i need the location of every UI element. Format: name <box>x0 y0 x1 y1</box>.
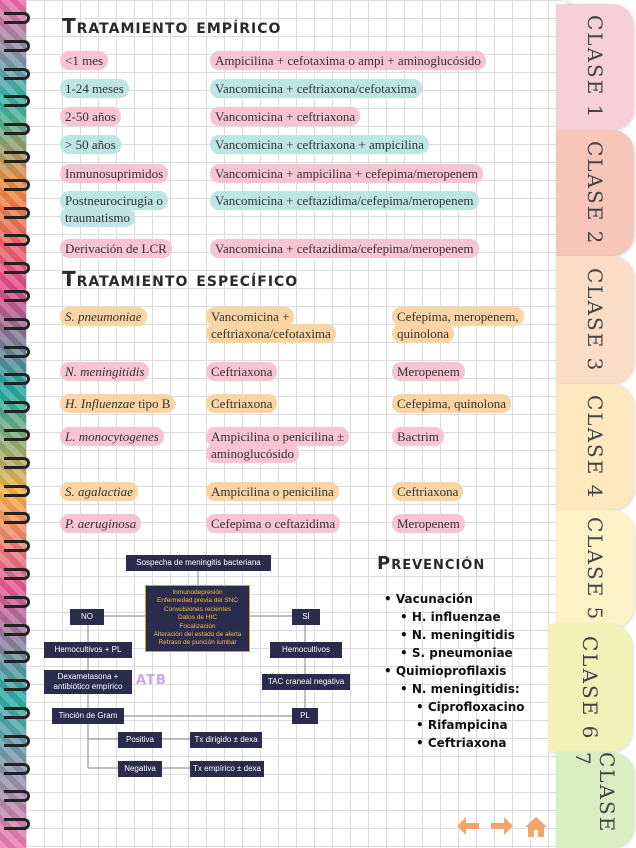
spiral-ring <box>4 12 30 24</box>
age-group: 2-50 años <box>60 107 121 126</box>
home-icon[interactable] <box>524 816 548 838</box>
alternative: Cefepima, meropenem, <box>392 307 524 326</box>
spiral-ring <box>4 596 30 608</box>
treatment: Vancomicina + ceftazidima/cefepima/meropenem <box>210 239 479 258</box>
flowchart-hemocultivos: Hemocultivos <box>270 642 342 658</box>
treatment: Vancomicina + ceftriaxona + ampicilina <box>210 135 429 154</box>
first-line: Ampicilina o penicilina ± <box>206 427 349 446</box>
spiral-ring <box>4 318 30 330</box>
treatment: Vancomicina + ceftriaxona/cefotaxima <box>210 79 422 98</box>
flowchart-gram: Tinción de Gram <box>52 708 124 724</box>
section-title-especifico: Tratamiento específico <box>62 267 299 291</box>
spiral-ring <box>4 568 30 580</box>
age-group: Derivación de LCR <box>60 239 172 258</box>
spiral-ring <box>4 346 30 358</box>
handwritten-note: ATB <box>136 673 167 688</box>
flowchart-pl: PL <box>292 708 318 724</box>
treatment: Vancomicina + ceftazidima/cefepima/meropenem <box>210 191 479 210</box>
age-group-line-2: traumatismo <box>60 208 135 227</box>
flowchart-tx-empirico: Tx empírico ± dexa <box>190 761 264 777</box>
spiral-ring <box>4 818 30 830</box>
age-group: Inmunosuprimidos <box>60 164 168 183</box>
tab-clase-6[interactable]: CLASE 6 <box>548 624 632 752</box>
alternative: Meropenem <box>392 514 465 533</box>
spiral-ring <box>4 207 30 219</box>
spiral-ring <box>4 540 30 552</box>
arrow-right-icon[interactable] <box>490 816 514 836</box>
flowchart-si: SÍ <box>292 609 320 625</box>
flowchart-no: NO <box>70 609 104 625</box>
spiral-ring <box>4 234 30 246</box>
prevention-list: • Vacunación • H. influenzae • N. meningitidis • S. pneumoniae • Quimioprofilaxis • N. meningitidis: • Ciprofloxacino • Rifampicina • Ceftriaxona <box>384 592 525 750</box>
first-line: Ceftriaxona <box>206 362 277 381</box>
flowchart-hemocultivos-pl: Hemocultivos + PL <box>44 642 132 658</box>
alternative: Cefepima, quinolona <box>392 394 511 413</box>
spiral-ring <box>4 485 30 497</box>
spiral-ring <box>4 429 30 441</box>
section-title-empirico: Tratamiento empírico <box>62 14 282 38</box>
alternative-2: quinolona <box>392 324 454 343</box>
spiral-ring <box>4 290 30 302</box>
spiral-ring <box>4 735 30 747</box>
section-title-prevencion: Prevención <box>377 553 486 574</box>
alternative: Meropenem <box>392 362 465 381</box>
spiral-ring <box>4 95 30 107</box>
first-line-2: aminoglucósido <box>206 444 299 463</box>
tab-clase-3[interactable]: CLASE 3 <box>556 256 634 384</box>
age-group: 1-24 meses <box>60 79 129 98</box>
flowchart-positiva: Positiva <box>118 732 162 748</box>
flowchart-criteria: Inmunodepresión Enfermedad previa del SNC Convulsiones recientes Datos de HIC Focalización Alteración del estado de alerta Retraso de punción lumbar <box>145 585 250 652</box>
spiral-ring <box>4 151 30 163</box>
alternative: Ceftriaxona <box>392 482 463 501</box>
tab-clase-1[interactable]: CLASE 1 <box>556 4 634 130</box>
flowchart-tac: TAC craneal negativa <box>262 674 350 690</box>
treatment: Vancomicina + ampicilina + cefepima/meropenem <box>210 164 483 183</box>
spiral-ring <box>4 651 30 663</box>
spiral-ring <box>4 179 30 191</box>
spiral-ring <box>4 68 30 80</box>
spiral-ring <box>4 123 30 135</box>
first-line: Cefepima o ceftazidima <box>206 514 340 533</box>
spiral-ring <box>4 373 30 385</box>
organism: N. meningitidis <box>60 362 149 381</box>
first-line: Ampicilina o penicilina <box>206 482 339 501</box>
organism: S. agalactiae <box>60 482 138 501</box>
organism: P. aeruginosa <box>60 514 141 533</box>
spiral-ring <box>4 457 30 469</box>
organism: S. pneumoniae <box>60 307 147 326</box>
flowchart-start: Sospecha de meningitis bacteriana <box>126 555 271 571</box>
flowchart-negativa: Negativa <box>118 761 162 777</box>
age-group: Postneurocirugía o <box>60 191 168 210</box>
first-line: Vancomicina + <box>206 307 294 326</box>
first-line-2: ceftriaxona/cefotaxima <box>206 324 336 343</box>
spiral-ring <box>4 262 30 274</box>
spiral-ring <box>4 512 30 524</box>
tab-clase-7[interactable]: CLASE 7 <box>556 752 634 848</box>
page-navigation <box>456 816 548 838</box>
organism: L. monocytogenes <box>60 427 164 446</box>
spiral-ring <box>4 790 30 802</box>
organism: H. Influenzae tipo B <box>60 394 175 413</box>
age-group: > 50 años <box>60 135 121 154</box>
spiral-ring <box>4 763 30 775</box>
spiral-ring <box>4 624 30 636</box>
spiral-ring <box>4 40 30 52</box>
first-line: Ceftriaxona <box>206 394 277 413</box>
arrow-left-icon[interactable] <box>456 816 480 836</box>
spiral-ring <box>4 707 30 719</box>
age-group: <1 mes <box>60 51 108 70</box>
treatment: Vancomicina + ceftriaxona <box>210 107 360 126</box>
alternative: Bactrim <box>392 427 444 446</box>
tab-clase-5[interactable]: CLASE 5 <box>556 510 634 628</box>
tab-clase-4[interactable]: CLASE 4 <box>556 384 634 510</box>
tab-clase-2[interactable]: CLASE 2 <box>556 130 634 256</box>
flowchart-tx-dirigido: Tx dirigido ± dexa <box>190 732 262 748</box>
flowchart-dexametasona: Dexametasona + antibiótico empírico <box>44 670 132 694</box>
treatment: Ampicilina + cefotaxima o ampi + aminoglucósido <box>210 51 486 70</box>
spiral-ring <box>4 679 30 691</box>
spiral-ring <box>4 401 30 413</box>
